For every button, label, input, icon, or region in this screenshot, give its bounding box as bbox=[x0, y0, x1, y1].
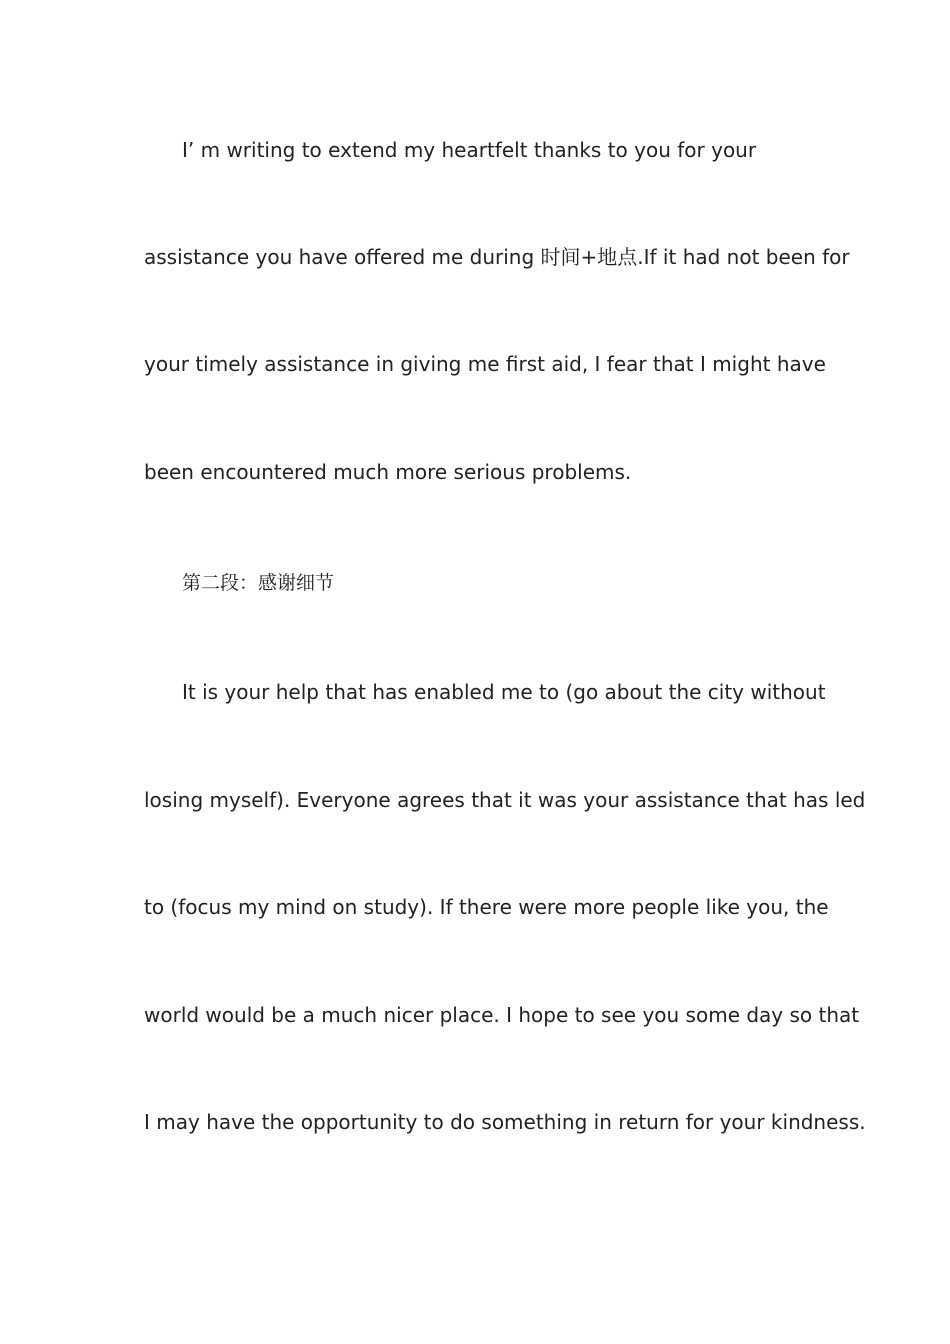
paragraph2-line-1: It is your help that has enabled me to (go about the city without bbox=[182, 680, 826, 704]
paragraph2-line-4: world would be a much nicer place. I hope to see you some day so that bbox=[144, 1003, 860, 1027]
paragraph1-line-1: I’ m writing to extend my heartfelt thanks to you for your bbox=[182, 138, 757, 162]
section-heading: 第二段：感谢细节 bbox=[182, 572, 335, 594]
paragraph1-line-4: been encountered much more serious problems. bbox=[144, 460, 632, 484]
paragraph1-line-2: assistance you have offered me during 时间+地点.If it had not been for bbox=[144, 245, 850, 269]
paragraph1-line-3: your timely assistance in giving me first aid, I fear that I might have bbox=[144, 352, 826, 376]
paragraph2-line-5: I may have the opportunity to do something in return for your kindness. bbox=[144, 1110, 866, 1134]
paragraph2-line-2: losing myself). Everyone agrees that it was your assistance that has led bbox=[144, 788, 866, 812]
paragraph2-line-3: to (focus my mind on study). If there were more people like you, the bbox=[144, 895, 829, 919]
